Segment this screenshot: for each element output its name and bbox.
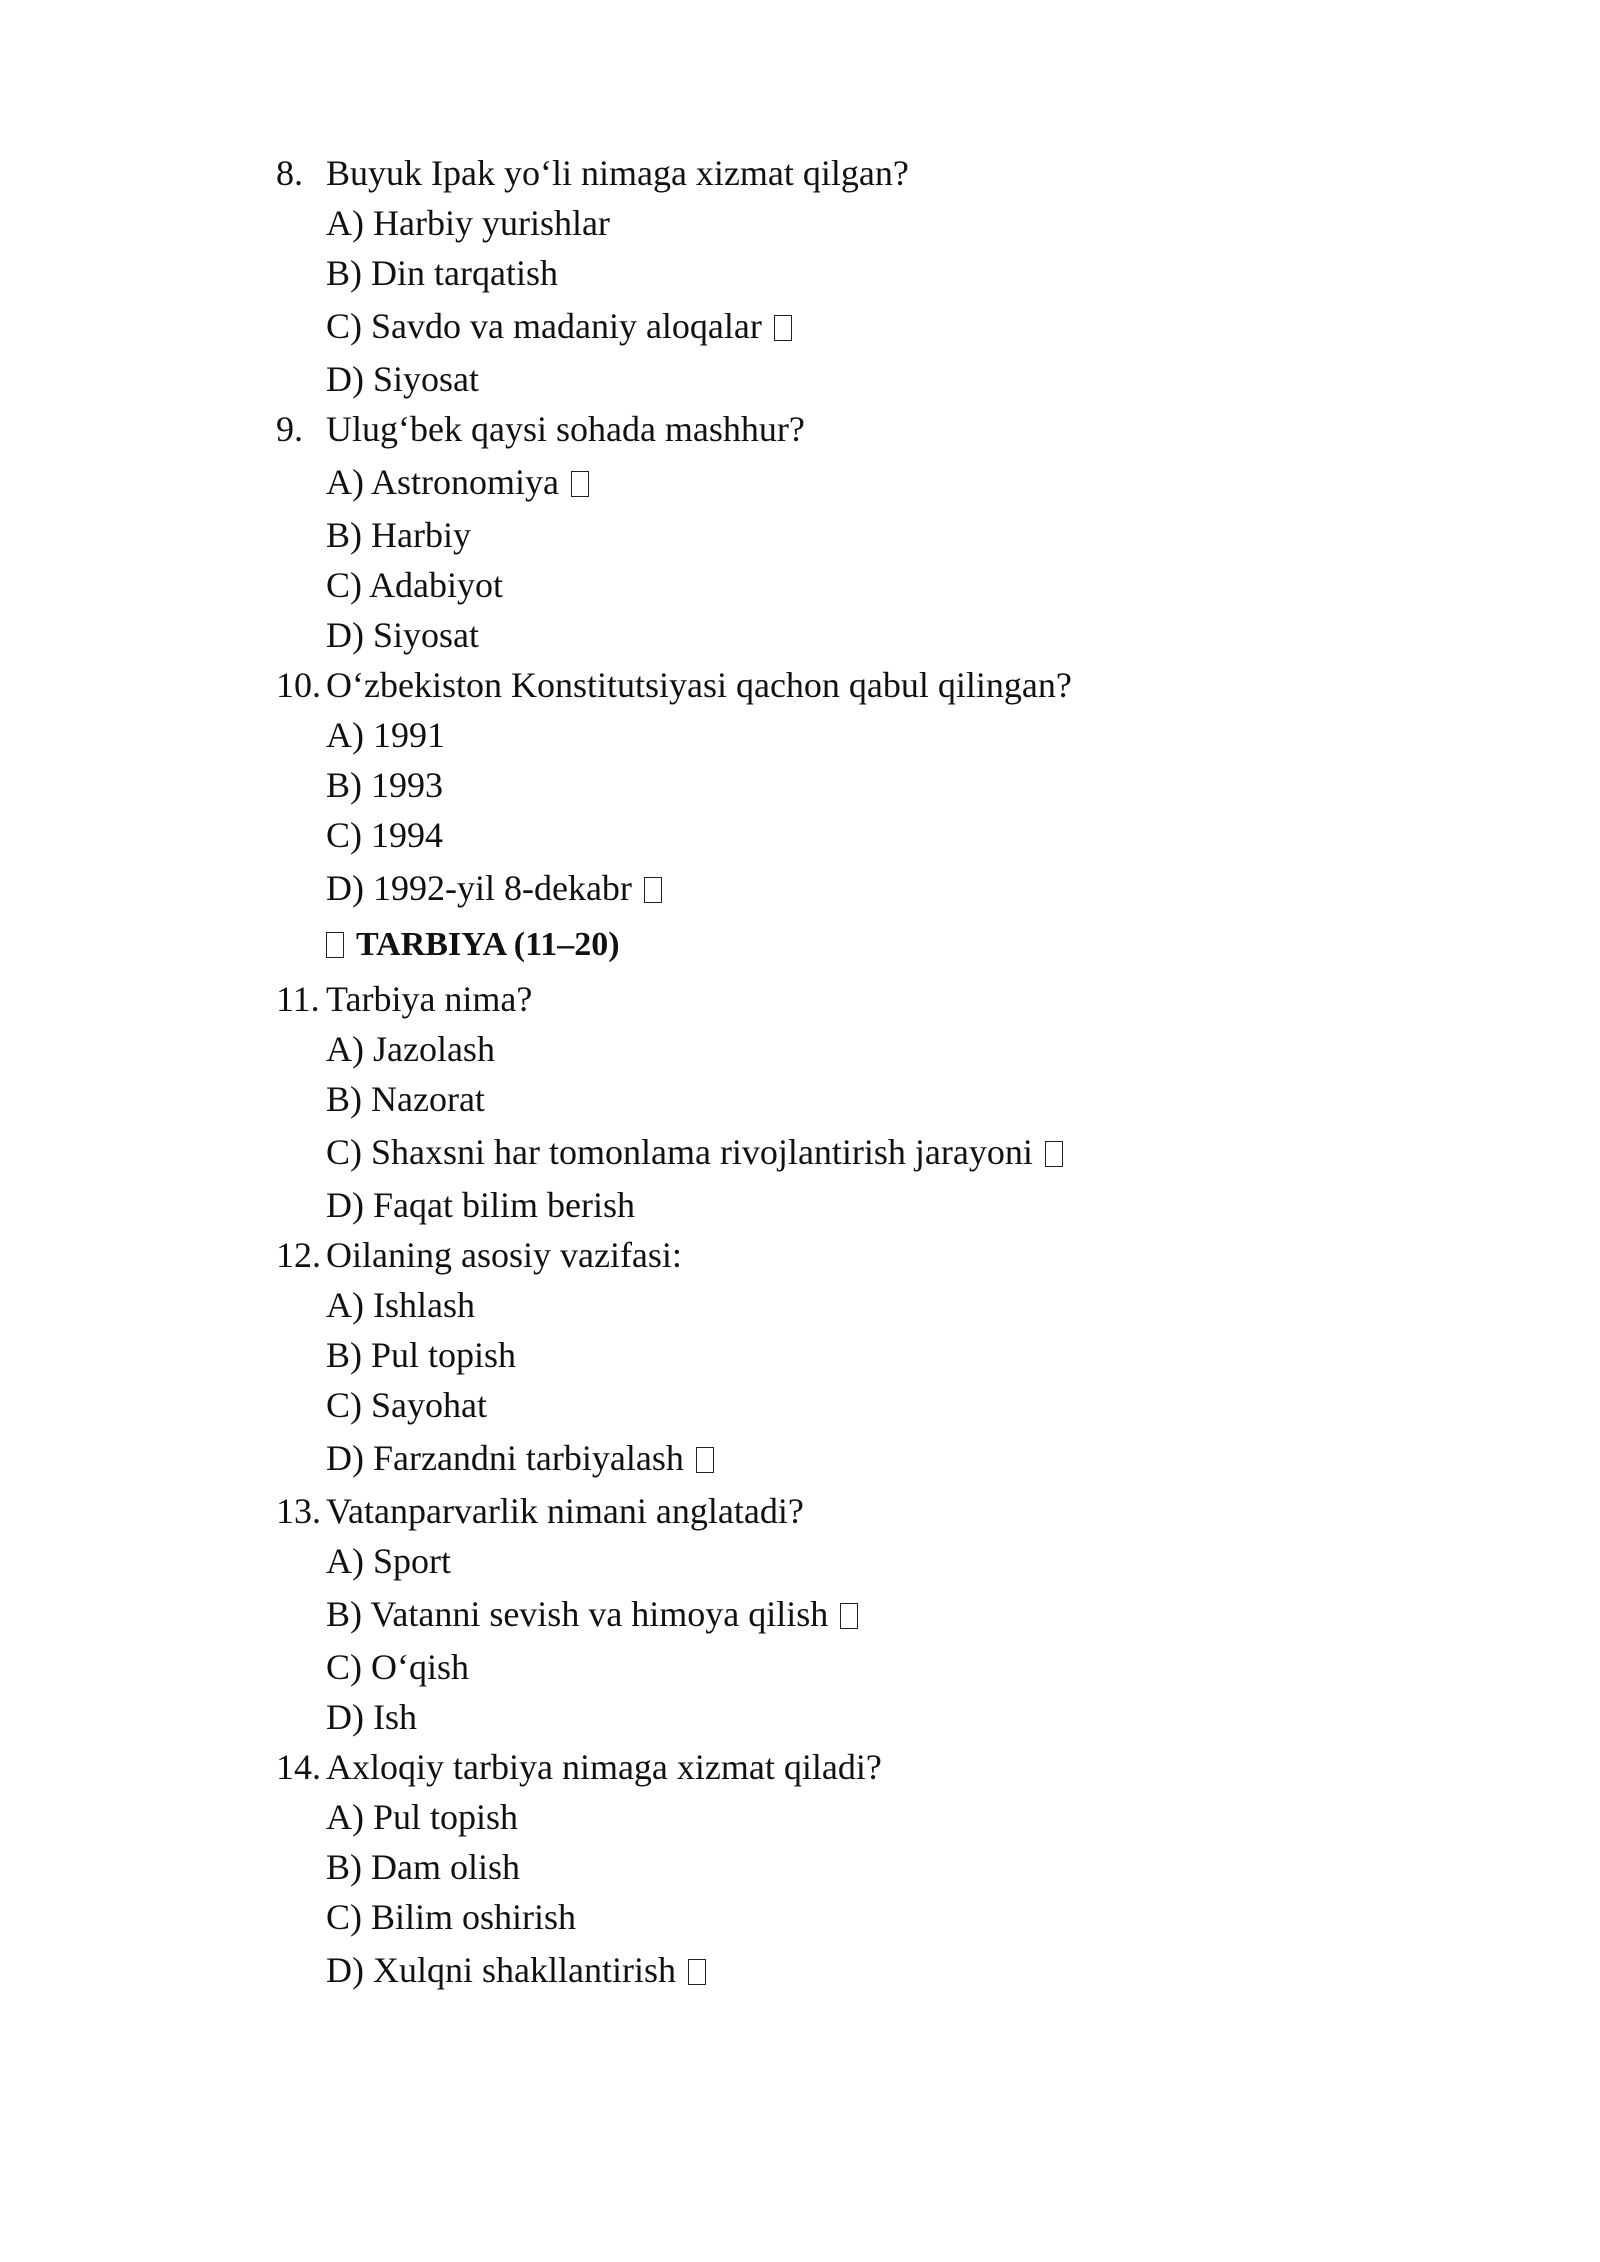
answer-option	[276, 810, 1426, 860]
question-item	[276, 1486, 1426, 1742]
correct-answer-mark-icon	[644, 877, 662, 903]
question-item	[276, 660, 1426, 916]
correct-answer-mark-icon	[774, 315, 792, 341]
answer-option	[276, 560, 1426, 610]
answer-option-text: D) Faqat bilim berish	[326, 1185, 635, 1225]
answer-option	[276, 1842, 1426, 1892]
section-title: TARBIYA (11–20)	[356, 926, 620, 963]
answer-option	[276, 454, 1426, 510]
answer-option-text: C) Adabiyot	[326, 565, 503, 605]
answer-option	[276, 1942, 1426, 1998]
answer-option-text: D) Ish	[326, 1697, 417, 1737]
answer-option	[276, 710, 1426, 760]
answer-option	[276, 1380, 1426, 1430]
answer-option	[276, 760, 1426, 810]
question-line	[276, 1486, 1426, 1536]
answer-option-text: A) Ishlash	[326, 1285, 475, 1325]
answer-option-text: D) Xulqni shakllantirish	[326, 1950, 676, 1990]
answer-option	[276, 198, 1426, 248]
question-text: Vatanparvarlik nimani anglatadi?	[326, 1491, 804, 1531]
answer-option	[276, 1792, 1426, 1842]
question-number: 14.	[276, 1747, 321, 1787]
question-text: Buyuk Ipak yo‘li nimaga xizmat qilgan?	[326, 153, 909, 193]
answer-option	[276, 1330, 1426, 1380]
question-group-history	[276, 148, 1426, 916]
answer-options	[276, 710, 1426, 916]
answer-option	[276, 1074, 1426, 1124]
answer-option	[276, 298, 1426, 354]
question-line	[276, 404, 1426, 454]
answer-option-text: A) 1991	[326, 715, 445, 755]
answer-option-text: C) Savdo va madaniy aloqalar	[326, 306, 762, 346]
question-text: Oilaning asosiy vazifasi:	[326, 1235, 682, 1275]
answer-option-text: C) Bilim oshirish	[326, 1897, 577, 1937]
question-line	[276, 148, 1426, 198]
question-text: Tarbiya nima?	[326, 979, 533, 1019]
question-number: 11.	[276, 979, 320, 1019]
section-heading	[276, 916, 1426, 974]
question-item	[276, 1742, 1426, 1998]
answer-option-text: C) 1994	[326, 815, 443, 855]
question-group-tarbiya	[276, 974, 1426, 1998]
question-number: 8.	[276, 153, 303, 193]
answer-option	[276, 610, 1426, 660]
answer-options	[276, 198, 1426, 404]
answer-options	[276, 1792, 1426, 1998]
correct-answer-mark-icon	[571, 471, 589, 497]
answer-option	[276, 1536, 1426, 1586]
answer-option-text: B) Vatanni sevish va himoya qilish	[326, 1594, 829, 1634]
question-text: Ulug‘bek qaysi sohada mashhur?	[326, 409, 805, 449]
answer-option	[276, 248, 1426, 298]
question-item	[276, 974, 1426, 1230]
answer-option-text: D) Siyosat	[326, 615, 479, 655]
answer-option	[276, 860, 1426, 916]
question-item	[276, 1230, 1426, 1486]
answer-option-text: C) O‘qish	[326, 1647, 469, 1687]
answer-option	[276, 1586, 1426, 1642]
question-line	[276, 1742, 1426, 1792]
answer-option-text: A) Jazolash	[326, 1029, 495, 1069]
correct-answer-mark-icon	[696, 1447, 714, 1473]
answer-option	[276, 1124, 1426, 1180]
answer-option-text: B) Nazorat	[326, 1079, 485, 1119]
answer-option-text: C) Shaxsni har tomonlama rivojlantirish jarayoni	[326, 1132, 1033, 1172]
question-line	[276, 660, 1426, 710]
answer-option	[276, 510, 1426, 560]
question-number: 10.	[276, 665, 321, 705]
answer-option	[276, 1642, 1426, 1692]
answer-option-text: A) Astronomiya	[326, 462, 559, 502]
answer-option-text: B) Din tarqatish	[326, 253, 558, 293]
question-text: O‘zbekiston Konstitutsiyasi qachon qabul qilingan?	[326, 665, 1072, 705]
correct-answer-mark-icon	[840, 1603, 858, 1629]
answer-options	[276, 1024, 1426, 1230]
answer-option	[276, 1430, 1426, 1486]
question-number: 9.	[276, 409, 303, 449]
question-line	[276, 974, 1426, 1024]
answer-option-text: B) Dam olish	[326, 1847, 520, 1887]
answer-option-text: A) Sport	[326, 1541, 451, 1581]
question-number: 13.	[276, 1491, 321, 1531]
answer-options	[276, 454, 1426, 660]
missing-glyph-icon	[326, 932, 344, 958]
answer-option-text: A) Pul topish	[326, 1797, 519, 1837]
question-text: Axloqiy tarbiya nimaga xizmat qiladi?	[326, 1747, 882, 1787]
page-content	[276, 148, 1426, 1998]
answer-option	[276, 1892, 1426, 1942]
answer-option-text: B) 1993	[326, 765, 443, 805]
answer-options	[276, 1280, 1426, 1486]
answer-option-text: B) Harbiy	[326, 515, 471, 555]
answer-option-text: D) Farzandni tarbiyalash	[326, 1438, 684, 1478]
answer-option-text: A) Harbiy yurishlar	[326, 203, 610, 243]
correct-answer-mark-icon	[1045, 1141, 1063, 1167]
answer-option-text: D) 1992-yil 8-dekabr	[326, 868, 632, 908]
question-number: 12.	[276, 1235, 321, 1275]
question-item	[276, 148, 1426, 404]
answer-option-text: B) Pul topish	[326, 1335, 517, 1375]
question-line	[276, 1230, 1426, 1280]
answer-option	[276, 1180, 1426, 1230]
answer-option	[276, 1692, 1426, 1742]
answer-option	[276, 1280, 1426, 1330]
answer-option-text: C) Sayohat	[326, 1385, 487, 1425]
answer-option-text: D) Siyosat	[326, 359, 479, 399]
answer-option	[276, 1024, 1426, 1074]
answer-options	[276, 1536, 1426, 1742]
question-item	[276, 404, 1426, 660]
answer-option	[276, 354, 1426, 404]
correct-answer-mark-icon	[688, 1959, 706, 1985]
